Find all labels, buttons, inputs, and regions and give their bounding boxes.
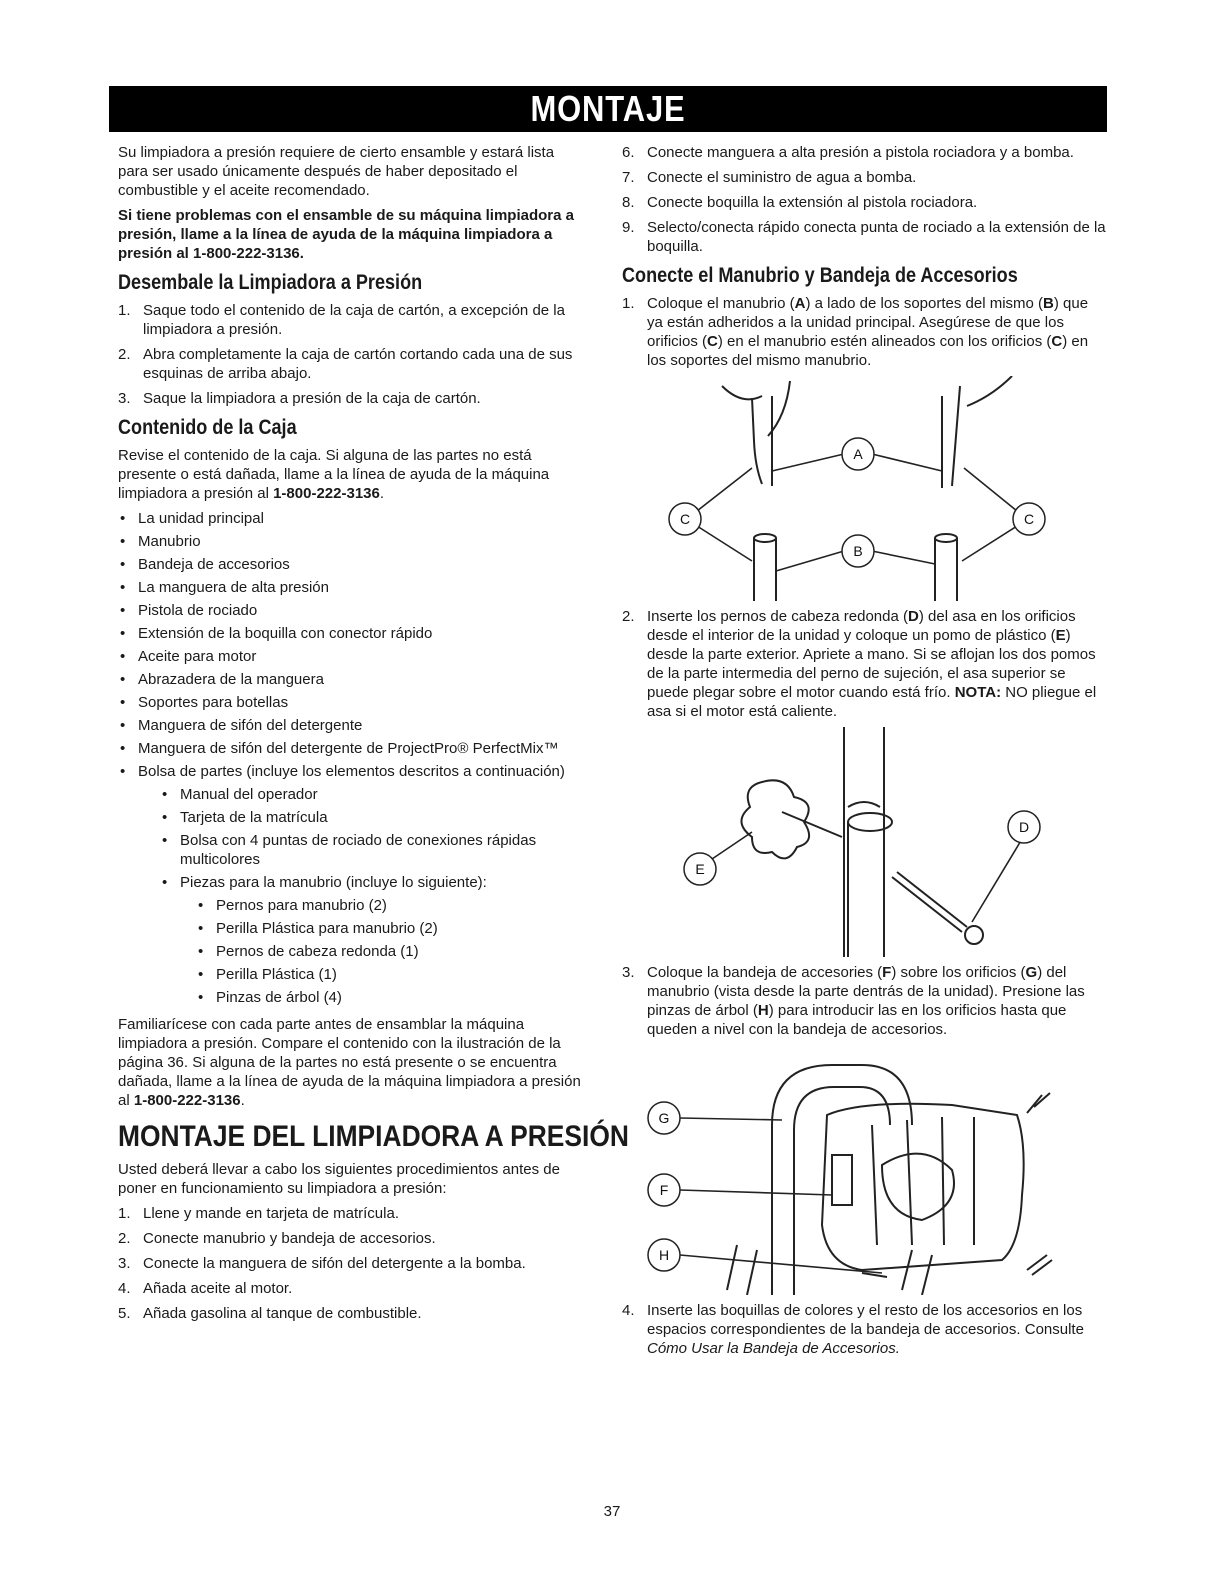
label-c-right: C	[1023, 511, 1035, 527]
list-item: • Bolsa con 4 puntas de rociado de conexiones rápidas multicolores	[118, 831, 588, 869]
list-item: • Bolsa de partes (incluye los elementos descritos a continuación)	[118, 762, 588, 781]
arrow-g	[680, 1118, 782, 1120]
list-item: • Aceite para motor	[118, 647, 588, 666]
handle-steps	[622, 294, 1107, 370]
list-item	[118, 1229, 588, 1248]
list-item	[118, 1254, 588, 1273]
list-item: • Soportes para botellas	[118, 693, 588, 712]
assembly-intro: Usted deberá llevar a cabo los siguientes procedimientos antes de poner en funcionamiento su limpiadora a presión:	[118, 1161, 560, 1197]
note-label: NOTA:	[954, 684, 1002, 701]
list-item: • Manual del operador	[118, 785, 588, 804]
intro-paragraph: Su limpiadora a presión requiere de cierto ensamble y estará lista para ser usado únicamente después de haber depositado el combustible y el aceite recomendado.	[118, 144, 555, 199]
label-g: G	[658, 1110, 670, 1126]
unpack-heading: Desembale la Limpiadora a Presión	[118, 271, 423, 294]
step-number: 1.	[622, 295, 635, 312]
handle-heading: Conecte el Manubrio y Bandeja de Accesorios	[622, 264, 1018, 287]
list-item: • Manguera de sifón del detergente de ProjectPro® PerfectMix™	[118, 739, 588, 758]
list-item: • Tarjeta de la matrícula	[118, 808, 588, 827]
knob-callout-labels	[695, 819, 1029, 877]
list-item	[622, 294, 1107, 370]
arrow-h	[680, 1255, 882, 1273]
handle-steps-3	[622, 963, 1107, 1039]
step-text: ) en los soportes del mismo manubrio.	[647, 333, 1089, 369]
handle-steps-2	[622, 607, 1107, 721]
tree-clip-bottom-right	[1027, 1255, 1052, 1275]
list-item: • Piezas para la manubrio (incluye lo siguiente):	[118, 873, 588, 892]
step-number: 8.	[622, 194, 635, 211]
step-text: Coloque el manubrio (	[647, 295, 795, 312]
step-text: Abra completamente la caja de cartón cortando cada una de sus esquinas de arriba abajo.	[143, 346, 573, 382]
arrow-b-right	[872, 551, 935, 564]
list-item: • Bandeja de accesorios	[118, 555, 588, 574]
bracket-tube-top	[848, 813, 892, 831]
list-item	[622, 168, 1107, 187]
banner-title: MONTAJE	[530, 88, 686, 129]
part-letter: F	[882, 964, 892, 981]
handle-illustration	[722, 376, 1012, 601]
arrow-c-left-lower	[697, 526, 752, 561]
assembly-steps	[118, 1204, 588, 1323]
familiarize-text: Familiarícese con cada parte antes de ensamblar la máquina limpiadora a presión. Compare el contenido con la ilustración de la página 36. Si alguna de la partes no está presente o se encuentra dañada, llame a la línea de ayuda de la máquina limpiadora a presión al	[118, 1016, 581, 1109]
tube-fold	[848, 802, 880, 807]
list-item	[118, 1279, 588, 1298]
step-number: 1.	[118, 302, 131, 319]
knob-callout-circles	[684, 811, 1040, 885]
assembly-heading: MONTAJE DEL LIMPIADORA A PRESIÓN	[118, 1120, 629, 1153]
list-item: • La manguera de alta presión	[118, 578, 588, 597]
knob-callout-arrows	[712, 832, 1022, 922]
contents-list	[118, 509, 588, 1007]
part-letter: G	[1025, 964, 1038, 981]
arrow-c-right	[964, 468, 1017, 511]
step-number: 3.	[118, 1255, 131, 1272]
tray-clip-left	[832, 1155, 852, 1205]
tree-clip-top	[1027, 1093, 1050, 1113]
bolt-shaft	[892, 872, 967, 932]
list-item: • Manguera de sifón del detergente	[118, 716, 588, 735]
list-item	[622, 1301, 1107, 1358]
arrow-e	[712, 832, 752, 859]
step-text: Saque la limpiadora a presión de la caja de cartón.	[143, 390, 481, 407]
list-item: • Pistola de rociado	[118, 601, 588, 620]
unpack-steps	[118, 301, 588, 408]
label-h: H	[658, 1247, 670, 1263]
bracket-right-top	[935, 534, 957, 542]
step-text: Añada aceite al motor.	[143, 1280, 293, 1297]
step-number: 5.	[118, 1305, 131, 1322]
list-item	[118, 345, 588, 383]
step-number: 2.	[118, 346, 131, 363]
step-number: 2.	[118, 1230, 131, 1247]
list-item	[622, 218, 1107, 256]
contents-heading: Contenido de la Caja	[118, 416, 297, 439]
list-item	[622, 193, 1107, 212]
handle-right-upper	[952, 386, 960, 486]
bracket-right	[935, 538, 957, 601]
handle-left-upper	[752, 398, 762, 484]
step-text: ) a lado de los soportes del mismo (	[805, 295, 1044, 312]
arrow-c-left	[697, 468, 752, 511]
label-e: E	[695, 861, 705, 877]
list-item: • Pernos de cabeza redonda (1)	[118, 942, 588, 961]
list-item	[118, 389, 588, 408]
list-item: • Abrazadera de la manguera	[118, 670, 588, 689]
step-text: ) para introducir las en los orificios hasta que queden a nivel con la bandeja de accesorios.	[647, 1002, 1067, 1038]
arrow-c-right-lower	[962, 526, 1017, 561]
tree-clip-bottom-center	[862, 1273, 887, 1277]
list-item: • Perilla Plástica para manubrio (2)	[118, 919, 588, 938]
knob-shaft	[782, 812, 842, 837]
list-item	[622, 963, 1107, 1039]
list-item	[118, 301, 588, 339]
step-number: 2.	[622, 608, 635, 625]
handle-steps-4	[622, 1301, 1107, 1358]
list-item: • Manubrio	[118, 532, 588, 551]
arrow-d	[972, 839, 1022, 922]
step-number: 3.	[622, 964, 635, 981]
accessory-tray-figure	[622, 1045, 1107, 1295]
list-item	[118, 1304, 588, 1323]
step-text: Conecte manubrio y bandeja de accesorios.	[143, 1230, 436, 1247]
list-item: • Perilla Plástica (1)	[118, 965, 588, 984]
step-number: 1.	[118, 1205, 131, 1222]
step-text: Inserte las boquillas de colores y el resto de los accesorios en los espacios correspondientes de la bandeja de accesorios. Consulte	[647, 1302, 1084, 1338]
label-d: D	[1018, 819, 1030, 835]
step-text: ) en el manubrio estén alineados con los orificios (	[717, 333, 1052, 350]
phone-number: 1-800-222-3136	[133, 1092, 241, 1109]
hash-lines	[727, 1245, 932, 1295]
list-item	[622, 143, 1107, 162]
arrow-a-left	[772, 454, 844, 471]
contents-intro-text: Revise el contenido de la caja. Si alguna de las partes no está presente o está dañada, llame a la línea de ayuda de la máquina limpiadora a presión al	[118, 447, 550, 502]
contents-intro: Revise el contenido de la caja. Si alguna de las partes no está presente o está dañada, llame a la línea de ayuda de la máquina limpiadora a presión al 1-800-222-3136.	[118, 447, 550, 502]
familiarize-paragraph: Familiarícese con cada parte antes de ensamblar la máquina limpiadora a presión. Compare el contenido con la ilustración de la página 36. Si alguna de la partes no está presente o se encuentra dañada, llame a la línea de ayuda de la máquina limpiadora a presión al 1-800-222-3136.	[118, 1016, 581, 1109]
phone-number: 1-800-222-3136	[273, 485, 380, 502]
handle-tube-upper	[844, 727, 884, 957]
bolt-head	[965, 926, 983, 944]
step-text: Conecte manguera a alta presión a pistola rociadora y a bomba.	[647, 144, 1074, 161]
page-number: 37	[603, 1503, 621, 1520]
part-letter: E	[1055, 627, 1066, 644]
bracket-left	[754, 538, 776, 601]
handle-bracket-figure	[622, 376, 1107, 601]
step-text: Selecto/conecta rápido conecta punta de rociado a la extensión de la boquilla.	[647, 219, 1106, 255]
step-number: 3.	[118, 390, 131, 407]
step-text: ) sobre los orificios (	[891, 964, 1026, 981]
help-notice: Si tiene problemas con el ensamble de su máquina limpiadora a presión, llame a la línea de ayuda de la máquina limpiadora a presión al 1-800-222-3136.	[118, 207, 574, 262]
reference-title: Cómo Usar la Bandeja de Accesorios.	[647, 1340, 900, 1357]
knob-bolt-illustration	[741, 727, 983, 957]
note-text: NO pliegue el asa si el motor está caliente.	[647, 684, 1097, 720]
tray-illustration	[727, 1065, 1052, 1295]
step-number: 6.	[622, 144, 635, 161]
step-text: Llene y mande en tarjeta de matrícula.	[143, 1205, 399, 1222]
list-item: • La unidad principal	[118, 509, 588, 528]
arrow-f	[680, 1190, 832, 1195]
part-letter: D	[908, 608, 919, 625]
knob-bolt-figure	[622, 727, 1107, 957]
step-text: Coloque la bandeja de accesories (	[647, 964, 883, 981]
step-number: 7.	[622, 169, 635, 186]
step-text: ) que ya están adheridos a la unidad principal. Asegúrese de que los orificios (	[647, 295, 1089, 350]
page-banner	[109, 86, 1107, 132]
part-letter: C	[707, 333, 718, 350]
bracket-left-top	[754, 534, 776, 542]
list-item	[118, 1204, 588, 1223]
step-text: Conecte la manguera de sifón del detergente a la bomba.	[143, 1255, 526, 1272]
step-text: Saque todo el contenido de la caja de cartón, a excepción de la limpiadora a presión.	[143, 302, 565, 338]
left-column	[118, 143, 629, 1329]
right-column	[622, 143, 1107, 1364]
step-text: ) del manubrio (vista desde la parte dentrás de la unidad). Presione las pinzas de árbol (	[647, 964, 1085, 1019]
tray-slots	[872, 1117, 974, 1245]
step-number: 4.	[118, 1280, 131, 1297]
list-item: • Pernos para manubrio (2)	[118, 896, 588, 915]
hand-left-outline	[722, 386, 762, 399]
list-item: • Extensión de la boquilla con conector rápido	[118, 624, 588, 643]
arrow-b-left	[776, 551, 844, 571]
part-letter: A	[794, 295, 806, 312]
list-item	[622, 607, 1107, 721]
step-text: Conecte el suministro de agua a bomba.	[647, 169, 917, 186]
step-text: Conecte boquilla la extensión al pistola rociadora.	[647, 194, 978, 211]
step-text: Añada gasolina al tanque de combustible.	[143, 1305, 422, 1322]
step-number: 4.	[622, 1302, 635, 1319]
label-f: F	[659, 1182, 669, 1198]
list-item: • Pinzas de árbol (4)	[118, 988, 588, 1007]
step-text: ) desde la parte exterior. Apriete a mano. Si se aflojan los dos pomos de la parte intermedia del perno de sujeción, el asa superior se puede plegar sobre el motor cuando está frío.	[647, 627, 1096, 701]
step-text: Inserte los pernos de cabeza redonda (	[647, 608, 908, 625]
label-a: A	[853, 446, 863, 462]
part-letter: H	[757, 1002, 769, 1019]
label-c-left: C	[679, 511, 691, 527]
arrow-a-right	[872, 454, 942, 471]
hand-right-outline	[967, 376, 1012, 406]
part-letter: B	[1043, 295, 1054, 312]
label-b: B	[853, 543, 863, 559]
part-letter: C	[1051, 333, 1063, 350]
assembly-steps-continued	[622, 143, 1107, 256]
step-number: 9.	[622, 219, 635, 236]
step-text: ) del asa en los orificios desde el interior de la unidad y coloque un pomo de plástico (	[647, 608, 1076, 644]
